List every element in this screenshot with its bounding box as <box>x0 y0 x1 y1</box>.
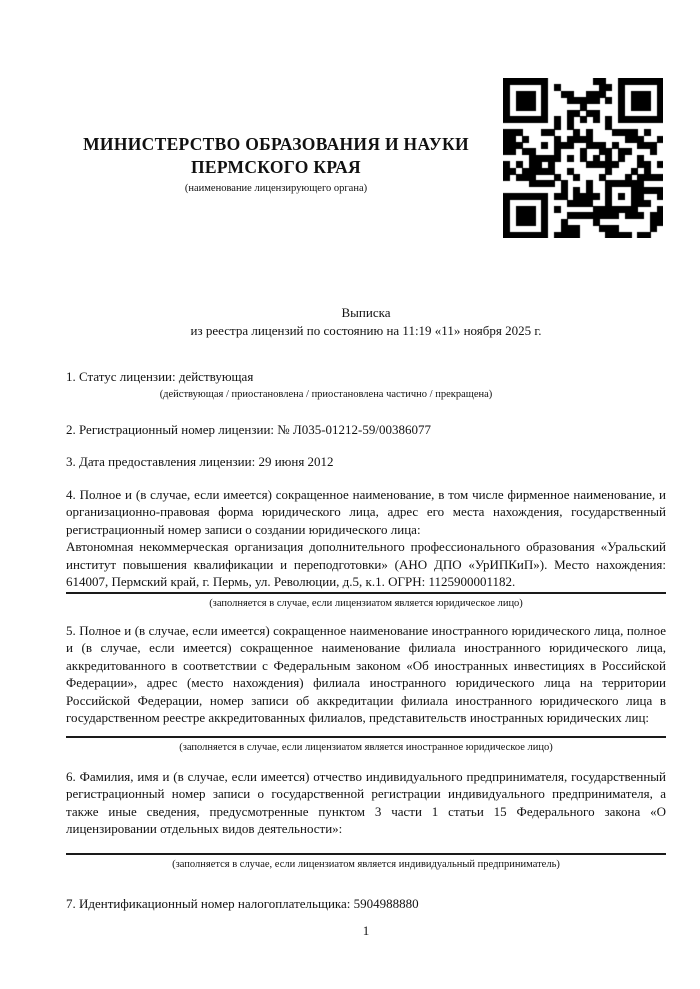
ministry-name-line1: МИНИСТЕРСТВО ОБРАЗОВАНИЯ И НАУКИ <box>83 134 469 154</box>
page-number: 1 <box>362 923 370 938</box>
individual-entrepreneur-fill-caption: (заполняется в случае, если лицензиатом является индивидуальный предприниматель) <box>66 853 666 871</box>
license-status-text: 1. Статус лицензии: действующая <box>66 369 254 384</box>
licensing-authority-caption: (наименование лицензирующего органа) <box>184 183 368 194</box>
item-license-grant-date: 3. Дата предоставления лицензии: 29 июня 2012 <box>66 454 334 469</box>
legal-entity-value: Автономная некоммерческая организация дополнительного профессионального образования «Уральский институт повышения квалификации и переподготовки» (АНО ДПО «УрИПКиП»). Место нахождения: 614007, Пермский край, г. Пермь, ул. Революции, д.5, к.1. ОГРН: 1125900001182. <box>66 539 666 589</box>
document-header <box>0 0 700 243</box>
item-registration-number: 2. Регистрационный номер лицензии: № Л035-01212-59/00386077 <box>66 421 432 437</box>
item-foreign-legal-entity <box>66 622 666 754</box>
foreign-legal-entity-label: 5. Полное и (в случае, если имеется) сокращенное наименование иностранного юридического лица, полное и (в случае, если имеется) сокращенное наименование филиала иностранного юридического лица, аккредитованного в соответствии с Федеральным законом «Об иностранных инвестициях в Российской Федерации», адрес (место нахождения) филиала иностранного юридического лица на территории Российской Федерации, номер записи об аккредитации филиала иностранного юридического лица в государственном реестре аккредитованных филиалов, представительств иностранных юридических лиц: <box>66 622 666 725</box>
foreign-legal-entity-fill-caption: (заполняется в случае, если лицензиатом является иностранное юридическое лицо) <box>66 736 666 754</box>
legal-entity-fill-caption: (заполняется в случае, если лицензиатом является юридическое лицо) <box>66 592 666 610</box>
ministry-name-line2: ПЕРМСКОГО КРАЯ <box>191 157 361 177</box>
item-individual-entrepreneur <box>66 768 666 871</box>
document-body <box>0 304 700 912</box>
item-license-status <box>66 368 666 401</box>
item-taxpayer-id: 7. Идентификационный номер налогоплательщика: 5904988880 <box>66 895 419 911</box>
licensing-authority-block <box>62 133 490 196</box>
document-subtitle: из реестра лицензий по состоянию на 11:19 «11» ноября 2025 г. <box>190 322 542 338</box>
item-legal-entity <box>66 486 666 610</box>
legal-entity-label: 4. Полное и (в случае, если имеется) сокращенное наименование, в том числе фирменное наименование, и организационно-правовая форма юридического лица, адрес его места нахождения, государственный регистрационный номер записи о создании юридического лица: <box>66 486 666 537</box>
document-title-block <box>66 304 666 339</box>
document-title: Выписка <box>341 305 391 320</box>
individual-entrepreneur-label: 6. Фамилия, имя и (в случае, если имеется) отчество индивидуального предпринимателя, государственный регистрационный номер записи о государственной регистрации индивидуального предпринимателя, а также иные сведения, предусмотренные пунктом 3 части 1 статьи 15 Федерального закона «О лицензировании отдельных видов деятельности»: <box>66 768 666 836</box>
license-status-options-caption: (действующая / приостановлена / приостановлена частично / прекращена) <box>159 388 493 400</box>
qr-code-icon <box>503 78 663 238</box>
